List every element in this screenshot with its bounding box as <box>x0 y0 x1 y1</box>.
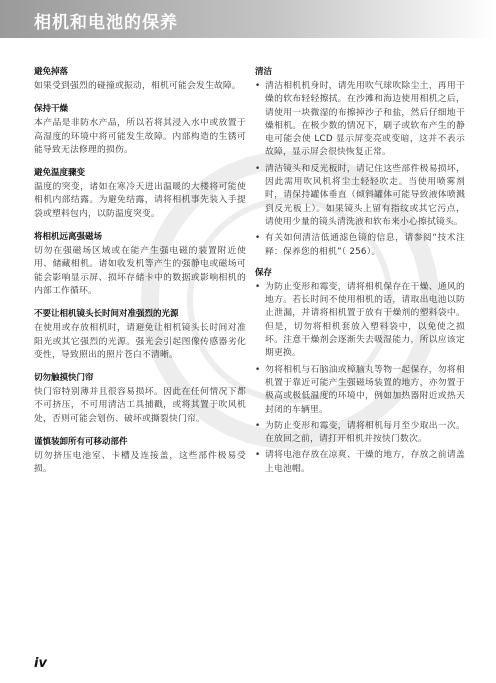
section-light-source <box>34 308 246 362</box>
section-heading: 将相机远离强磁场 <box>34 232 103 243</box>
list-item: • 清洁镜头和反光板时，请记住这些部件极易损坏，因此需用吹风机将尘土轻轻吹走。当使用喷雾剂时，请保持罐体垂直（倾斜罐体可能导致液体喷溅到反光板上）。如果镜头上留有指纹或其它污点，请使用少量的镜头清洗液和软布来小心擦拭镜头。 <box>255 163 465 229</box>
left-column <box>34 66 246 487</box>
right-column <box>255 66 465 484</box>
storage-heading: 保存 <box>255 267 273 278</box>
section-text: 本产品是非防水产品，所以若将其浸入水中或放置于高湿度的环境中将可能发生故障。内部构造的生锈可能导致无法修理的损伤。 <box>34 118 246 155</box>
list-item: • 请将电池存放在凉爽、干燥的地方，存放之前请盖上电池帽。 <box>255 449 465 476</box>
list-item: • 勿将相机与石脑油或樟脑丸等物一起保存，勿将相机置于靠近可能产生强磁场装置的地方，亦勿置于极高或极低温度的环境中，例如加热器附近或热天封闭的车辆里。 <box>255 364 465 417</box>
list-item: • 为防止变形和霉变，请将相机保存在干燥、通风的地方。若长时间不使用相机的话，请取出电池以防止泄漏，并请将相机置于放有干燥剂的塑料袋中。但是，切勿将相机套放入塑料袋中，以免使之损坏。注意干燥剂会逐渐失去吸湿能力，所以应该定期更换。 <box>255 281 465 361</box>
section-dry <box>34 103 246 157</box>
list-item: • 有关如何清洁低通滤色镜的信息，请参阅“技术注释：保养您的相机”（ 256）。 <box>255 232 465 259</box>
list-item: • 为防止变形和霉变，请将相机每月至少取出一次。在放回之前，请打开相机并按快门数次。 <box>255 420 465 447</box>
storage-list <box>255 281 465 476</box>
section-text: 在使用或存放相机时，请避免让相机镜头长时间对准阳光或其它强烈的光源。强光会引起图像传感器劣化变性，导致照出的照片苍白不清晰。 <box>34 323 246 360</box>
section-magnetic <box>34 231 246 298</box>
section-drop <box>34 66 246 93</box>
clean-list <box>255 80 465 259</box>
section-moving-parts <box>34 436 246 477</box>
section-heading: 切勿触摸快门帘 <box>34 373 94 384</box>
clean-heading: 清洁 <box>255 67 273 77</box>
section-text: 如果受到强烈的碰撞或振动，相机可能会发生故障。 <box>34 81 241 91</box>
section-text: 温度的突变，诸如在寒冷天进出温暖的大楼将可能使相机内部结露。为避免结露，请将相机事先装入手提袋或塑料包内，以防温度突变。 <box>34 182 246 219</box>
page-header-bar <box>0 0 496 38</box>
section-text: 快门帘特别薄并且很容易损坏。因此在任何情况下都不可挤压，不可用清洁工具捕戳，或将其置于吹风机处，否则可能会划伤、破坏或撕裂快门帘。 <box>34 387 246 424</box>
section-heading: 避免温度骤变 <box>34 168 86 179</box>
section-heading: 不要让相机镜头长时间对准强烈的光源 <box>34 309 179 320</box>
list-item: • 清洁相机机身时，请先用吹气球吹除尘土，再用干燥的软布轻轻擦拭。在沙滩和海边使用相机之后，请使用一块微湿的布擦掉沙子和盐，然后仔细地干燥相机。在极少数的情况下，刷子或软布产生的静电可能会使 LCD 显示屏变亮或变暗，这并不表示故障，显示屏会很快恢复正常。 <box>255 80 465 160</box>
section-text: 切勿挤压电池室、卡槽及连接盖，这些部件极易受损。 <box>34 451 246 475</box>
page-number: iv <box>34 656 47 671</box>
page-title: 相机和电池的保养 <box>34 13 178 33</box>
section-heading: 保持干燥 <box>34 104 69 115</box>
section-heading: 谨慎装卸所有可移动部件 <box>34 437 128 448</box>
section-shutter <box>34 372 246 426</box>
section-heading: 避免掉落 <box>34 67 69 77</box>
section-temperature <box>34 167 246 221</box>
section-text: 切勿在强磁场区域或在能产生强电磁的装置附近使用、储藏相机。诸如收发机等产生的强静电或磁场可能会影响显示屏、损坏存储卡中的数据或影响相机的内部工作循环。 <box>34 246 246 296</box>
